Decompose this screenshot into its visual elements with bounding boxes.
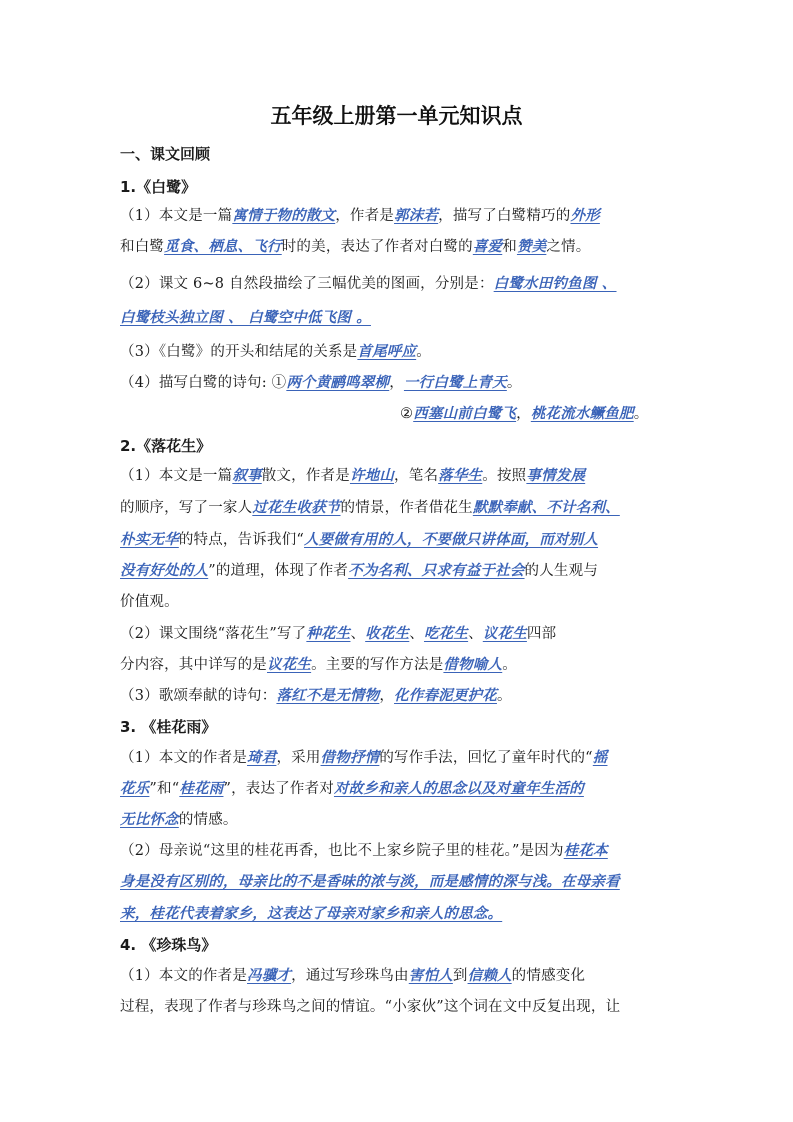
text-line: 的顺序，写了一家人过花生收获节的情景，作者借花生默默奉献、不计名利、: [120, 499, 620, 516]
text-line: （1）本文的作者是琦君，采用借物抒情的写作手法，回忆了童年时代的“摇: [120, 749, 608, 766]
text-line: 身是没有区别的，母亲比的不是香味的浓与淡，而是感情的深与浅。在母亲看: [120, 873, 620, 890]
lesson-heading: 4. 《珍珠鸟》: [120, 936, 217, 954]
text-line: （4）描写白鹭的诗句: ①两个黄鹂鸣翠柳，一行白鹭上青天。: [120, 374, 522, 391]
text-line: （3）歌颂奉献的诗句：落红不是无情物，化作春泥更护花。: [120, 687, 512, 704]
text-line: （2）课文围绕“落花生”写了种花生、收花生、吃花生、议花生四部: [120, 625, 557, 642]
lesson-heading: 2.《落花生》: [120, 437, 212, 455]
text-line: 花乐”和“桂花雨”，表达了作者对对故乡和亲人的思念以及对童年生活的: [120, 780, 584, 797]
text-line: 和白鹭觅食、栖息、飞行时的美，表达了作者对白鹭的喜爱和赞美之情。: [120, 238, 591, 255]
text-line: 白鹭枝头独立图 、 白鹭空中低飞图 。: [120, 309, 371, 326]
section-heading: 一、课文回顾: [120, 145, 211, 163]
text-line: （1）本文是一篇叙事散文，作者是许地山，笔名落华生。按照事情发展: [120, 467, 586, 484]
text-line: （3）《白鹭》的开头和结尾的关系是首尾呼应。: [120, 343, 431, 360]
text-line: （1）本文是一篇寓情于物的散文，作者是郭沫若，描写了白鹭精巧的外形: [120, 207, 600, 224]
text-line: （2）母亲说“这里的桂花再香，也比不上家乡院子里的桂花。”是因为桂花本: [120, 842, 608, 859]
text-line: 没有好处的人”的道理，体现了作者不为名利、只求有益于社会的人生观与: [120, 562, 599, 579]
text-line: 来，桂花代表着家乡，这表达了母亲对家乡和亲人的思念。: [120, 905, 503, 922]
text-line: 无比怀念的情感。: [120, 811, 238, 828]
text-line: 朴实无华的特点，告诉我们“人要做有用的人，不要做只讲体面，而对别人: [120, 531, 599, 548]
document-page: 五年级上册第一单元知识点 一、课文回顾 1.《白鹭》 （1）本文是一篇寓情于物的散文，作者是郭沫若，描写了白鹭精巧的外形 和白鹭觅食、栖息、飞行时的美，表达了作者对白鹭的喜爱和赞美之情。 （2）课文 6~8 自然段描绘了三幅优美的图画，分别是：白鹭水田钓鱼图 、 白鹭枝头独立图 、 白鹭空中低飞图 。 （3）《白鹭》的开头和结尾的关系是首尾呼应。 （4）描写白鹭的诗句: ①两个黄鹂鸣翠柳，一行白鹭上青天。 ②西塞山前白鹭飞，桃花流水鳜鱼肥。 2.《落花生》 （1）本文是一篇叙事散文，作者是许地山，笔名落华生。按照事情发展 的顺序，写了一家人过花生收获节的情景，作者借花生默默奉献、不计名利、 朴实无华的特点，告诉我们“人要做有用的人，不要做只讲体面，而对别人 没有好处的人”的道理，体现了作者不为名利、只求有益于社会的人生观与 价值观。 （2）课文围绕“落花生”写了种花生、收花生、吃花生、议花生四部 分内容，其中详写的是议花生。主要的写作方法是借物喻人。 （3）歌颂奉献的诗句：落红不是无情物，化作春泥更护花。 3. 《桂花雨》 （1）本文的作者是琦君，采用借物抒情的写作手法，回忆了童年时代的“摇 花乐”和“桂花雨”，表达了作者对对故乡和亲人的思念以及对童年生活的 无比怀念的情感。 （2）母亲说“这里的桂花再香，也比不上家乡院子里的桂花。”是因为桂花本 身是没有区别的，母亲比的不是香味的浓与淡，而是感情的深与浅。在母亲看 来，桂花代表着家乡，这表达了母亲对家乡和亲人的思念。 4. 《珍珠鸟》 （1）本文的作者是冯骥才，通过写珍珠鸟由害怕人到信赖人的情感变化 过程，表现了作者与珍珠鸟之间的情谊。“小家伙”这个词在文中反复出现，让: [0, 0, 793, 1122]
text-line: 分内容，其中详写的是议花生。主要的写作方法是借物喻人。: [120, 656, 517, 673]
text-line: （2）课文 6~8 自然段描绘了三幅优美的图画，分别是：白鹭水田钓鱼图 、: [120, 275, 617, 292]
page-title: 五年级上册第一单元知识点: [270, 104, 523, 128]
text-line: 过程，表现了作者与珍珠鸟之间的情谊。“小家伙”这个词在文中反复出现，让: [120, 999, 621, 1015]
lesson-heading: 3. 《桂花雨》: [120, 718, 217, 736]
lesson-heading: 1.《白鹭》: [120, 178, 197, 196]
text-line: （1）本文的作者是冯骥才，通过写珍珠鸟由害怕人到信赖人的情感变化: [120, 967, 586, 984]
text-line: 价值观。: [120, 594, 179, 610]
